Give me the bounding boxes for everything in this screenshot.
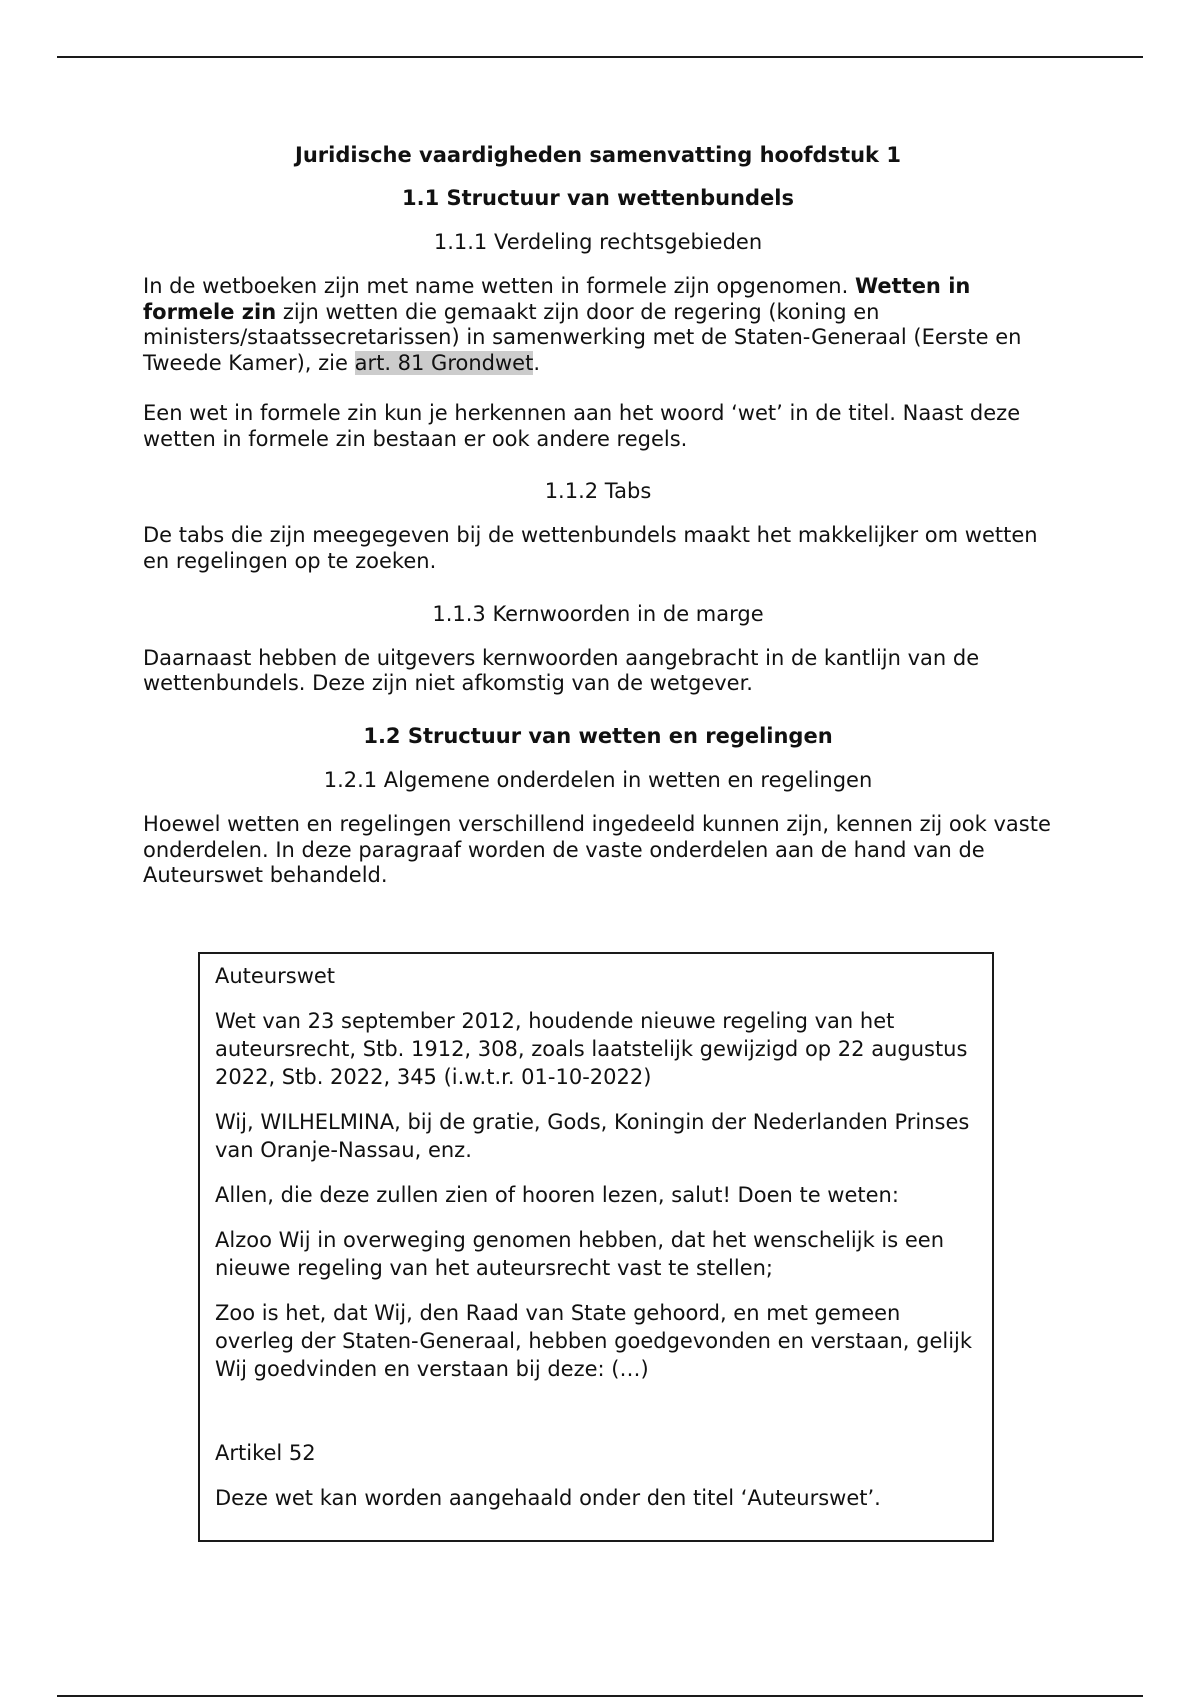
paragraph-text: zijn wetten die gemaakt zijn door de regering (koning en ministers/staatssecretarissen) in samenwerking met de Staten-Generaal (Eerste en Tweede Kamer), zie [143, 299, 1022, 376]
box-enacting-clause: Zoo is het, dat Wij, den Raad van State gehoord, en met gemeen overleg der Staten-Generaal, hebben goedgevonden en verstaan, gelijk Wij goedvinden en verstaan bij deze: (…) [215, 1301, 973, 1381]
box-citation: Wet van 23 september 2012, houdende nieuwe regeling van het auteursrecht, Stb. 1912, 308, zoals laatstelijk gewijzigd op 22 augustus 2022, Stb. 2022, 345 (i.w.t.r. 01-10-2022) [215, 1009, 968, 1089]
subsection-heading-1-1-3: 1.1.3 Kernwoorden in de marge [432, 601, 764, 626]
box-article-heading: Artikel 52 [215, 1441, 316, 1465]
footer-rule [57, 1695, 1143, 1697]
auteurswet-quote-box [198, 952, 994, 1542]
header-rule [57, 56, 1143, 58]
subsection-heading-1-1-1: 1.1.1 Verdeling rechtsgebieden [433, 230, 763, 254]
grondwet-reference-link[interactable]: art. 81 Grondwet [354, 351, 534, 376]
paragraph-text: . [533, 351, 541, 376]
document-title: Juridische vaardigheden samenvatting hoofdstuk 1 [295, 143, 901, 167]
paragraph-vaste-onderdelen: Hoewel wetten en regelingen verschillend ingedeeld kunnen zijn, kennen zij ook vaste onderdelen. In deze paragraaf worden de vaste onderdelen aan de hand van de Auteurswet behandeld. [143, 812, 1051, 888]
subsection-heading-1-2-1: 1.2.1 Algemene onderdelen in wetten en regelingen [323, 768, 873, 793]
paragraph-herkennen: Een wet in formele zin kun je herkennen aan het woord ‘wet’ in de titel. Naast deze wetten in formele zin bestaan er ook andere regels. [143, 400, 1021, 451]
box-preamble-wilhelmina: Wij, WILHELMINA, bij de gratie, Gods, Koningin der Nederlanden Prinses van Oranje-Nassau, enz. [215, 1110, 970, 1162]
paragraph-text: In de wetboeken zijn met name wetten in formele zijn opgenomen. [143, 274, 855, 298]
paragraph-tabs: De tabs die zijn meegegeven bij de wettenbundels maakt het makkelijker om wetten en regelingen op te zoeken. [143, 523, 1038, 573]
box-title: Auteurswet [215, 964, 336, 988]
document-body [143, 140, 1053, 913]
bold-term: Wetten in formele zin [143, 274, 971, 324]
box-spacer [215, 1400, 978, 1439]
paragraph-kernwoorden: Daarnaast hebben de uitgevers kernwoorden aangebracht in de kantlijn van de wettenbundels. Deze zijn niet afkomstig van de wetgever. [143, 645, 980, 696]
box-overweging: Alzoo Wij in overweging genomen hebben, dat het wenschelijk is een nieuwe regeling van het auteursrecht vast te stellen; [215, 1228, 945, 1280]
section-heading-1-1: 1.1 Structuur van wettenbundels [402, 186, 794, 210]
subsection-heading-1-1-2: 1.1.2 Tabs [544, 479, 652, 504]
box-article-text: Deze wet kan worden aangehaald onder den titel ‘Auteurswet’. [215, 1486, 881, 1510]
section-heading-1-2: 1.2 Structuur van wetten en regelingen [363, 724, 833, 749]
paragraph-formele-wetten [143, 274, 1053, 377]
box-salut: Allen, die deze zullen zien of hooren lezen, salut! Doen te weten: [215, 1183, 899, 1207]
